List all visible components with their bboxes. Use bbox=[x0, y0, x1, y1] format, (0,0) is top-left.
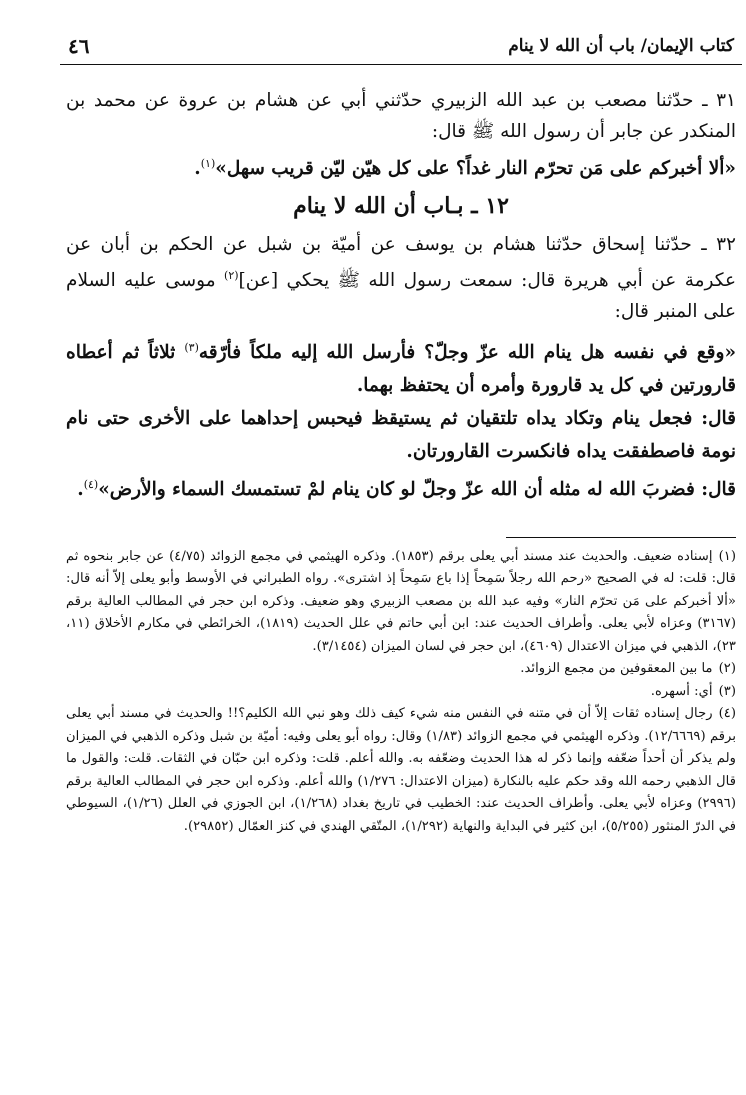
footnote-2 bbox=[66, 658, 736, 681]
footnote-4 bbox=[66, 703, 736, 838]
hadith-32-matn-2: قال: فجعل ينام وتكاد يداه تلتقيان ثم يستيقظ فيحبس إحداهما على الأخرى حتى نام نومة فاصطفقت يداه فانكسرت القارورتان. bbox=[66, 408, 736, 463]
footnotes bbox=[66, 546, 736, 839]
main-text bbox=[60, 85, 742, 838]
hadith-31-matn-text: «ألا أخبركم على مَن تحرّم النار غداً؟ على كل هيّن ليّن قريب سهل» bbox=[215, 158, 736, 180]
footnote-text: أي: أسهره. bbox=[650, 683, 713, 699]
hadith-32-isnad-a: ٣٢ ـ حدّثنا إسحاق حدّثنا هشام بن يوسف عن أميّة بن شبل عن الحكم بن أبان عن عكرمة عن أبي هريرة قال: سمعت رسول الله ﷺ يحكي [عن] bbox=[66, 234, 736, 292]
footnote-ref-3: (٣) bbox=[184, 341, 199, 355]
hadith-32-isnad-b: موسى عليه السلام على المنبر قال: bbox=[66, 270, 736, 323]
running-title: كتاب الإيمان/ باب أن الله لا ينام bbox=[508, 36, 734, 56]
hadith-31-isnad: ٣١ ـ حدّثنا مصعب بن عبد الله الزبيري حدّثني أبي عن هشام بن عروة عن محمد بن المنكدر عن جابر أن رسول الله ﷺ قال: bbox=[66, 90, 736, 142]
footnote-text: ما بين المعقوفين من مجمع الزوائد. bbox=[520, 661, 713, 677]
footnote-number: (٣) bbox=[718, 683, 736, 699]
footnote-1 bbox=[66, 546, 736, 659]
footnote-ref-1: (١) bbox=[200, 157, 216, 170]
hadith-31-matn: «ألا أخبركم على مَن تحرّم النار غداً؟ على كل هيّن ليّن قريب سهل»$^{(١)}$. bbox=[194, 157, 736, 180]
page-number: ٤٦ bbox=[68, 34, 90, 58]
hadith-32-isnad bbox=[66, 229, 736, 327]
hadith-32-matn-a: «وقع في نفسه هل ينام الله عزّ وجلّ؟ فأرسل الله إليه ملكاً فأرّقه bbox=[198, 342, 737, 364]
footnote-ref-2: (٢) bbox=[224, 269, 239, 283]
running-header bbox=[60, 30, 742, 65]
footnote-text: رجال إسناده ثقات إلاّ أن في متنه في النفس منه شيء كيف ذلك وهو نبي الله الكليم؟!! والحديث في مسند أبي يعلى برقم (١٢/٦٦٦٩). وذكره الهيثمي في مجمع الزوائد (١/٨٣) وقال: رواه أبو يعلى وفيه: أميّة بن شبل وذكره الذهبي في الميزان ولم يذكر أن أحداً ضعّفه وإنما ذكر له هذا الحديث وضعّفه به. والله أعلم. قلت: وذكره ابن حبّان في الثقات. قلت: والقول ما قال الذهبي رحمه الله وقد حكم عليه بالنكارة (ميزان الاعتدال: ١/٢٧٦) والله أعلم. وذكره ابن حجر في المطالب العالية برقم (٢٩٩٦) وعزاه لأبي يعلى. وأطراف الحديث عند: الخطيب في تاريخ بغداد (١/٢٦٨)، ابن الجوزي في العلل (١/٢٦)، السيوطي في الدرّ المنثور (٥/٢٥٥)، ابن كثير في البداية والنهاية (١/٢٩٢)، المتّقي الهندي في كنز العمّال (٢٩٨٥٢). bbox=[66, 706, 737, 834]
footnote-text: إسناده ضعيف. والحديث عند مسند أبي يعلى برقم (١٨٥٣). وذكره الهيثمي في مجمع الزوائد (٤/٧٥) عن جابر بنحوه ثم قال: قلت: له في الصحيح «رحم الله رجلاً سَمِحاً إذا باع سَمِحاً إذ اشترى». رواه الطبراني في الأوسط وأبو يعلى إلاّ أنه قال: «ألا أخبركم على مَن تحرّم النار» وفيه عبد الله بن مصعب الزبيري وهو ضعيف. وذكره ابن حجر في المطالب العالية برقم (٣١٦٧) وعزاه لأبي يعلى. وأطراف الحديث عند: ابن أبي حاتم في علل الحديث (١٨١٩)، الخرائطي في مكارم الأخلاق (١١، ٢٣)، الذهبي في ميزان الاعتدال (٤٦٠٩)، ابن حجر في لسان الميزان (٣/١٤٥٤). bbox=[66, 548, 736, 654]
footnote-number: (٢) bbox=[718, 661, 736, 677]
hadith-32-matn-3: قال: فضربَ الله له مثله أن الله عزّ وجلّ لو كان ينام لمْ تستمسك السماء والأرض»$^{(٤)}$. bbox=[77, 478, 736, 501]
footnote-separator bbox=[506, 537, 736, 538]
hadith-32-matn-1 bbox=[66, 331, 736, 402]
footnote-3 bbox=[66, 681, 736, 704]
footnote-number: (١) bbox=[718, 548, 737, 564]
chapter-heading: ١٢ ـ بـاب أن الله لا ينام bbox=[293, 193, 509, 220]
book-page bbox=[60, 30, 742, 1085]
hadith-32-matn-3-text: قال: فضربَ الله له مثله أن الله عزّ وجلّ لو كان ينام لمْ تستمسك السماء والأرض» bbox=[98, 479, 736, 501]
hadith-32-matn-b: ثلاثاً ثم أعطاه قارورتين في كل يد قارورة وأمره أن يحتفظ بهما. bbox=[66, 342, 736, 397]
footnote-ref-4: (٤) bbox=[83, 478, 99, 492]
footnote-number: (٤) bbox=[718, 706, 736, 722]
